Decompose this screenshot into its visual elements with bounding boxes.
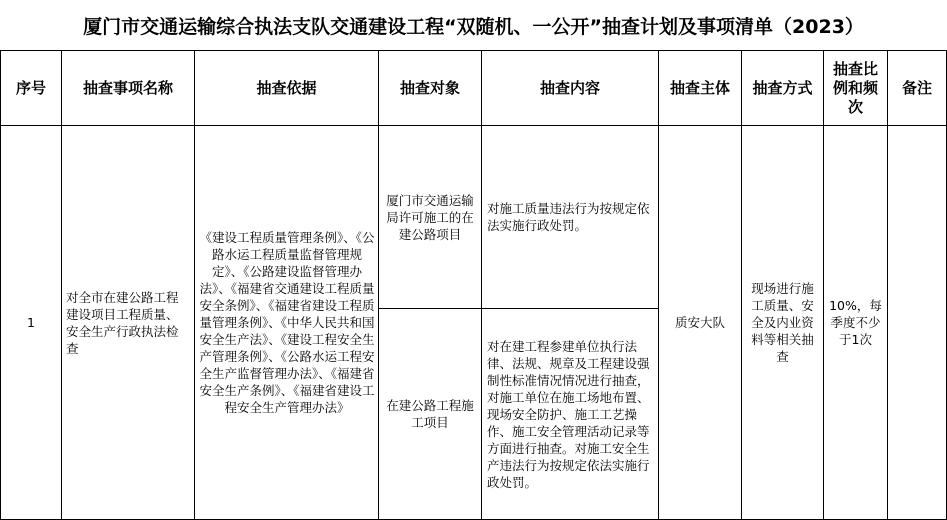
header-remark: 备注: [888, 51, 947, 126]
cell-content-2: 对在建工程参建单位执行法律、法规、规章及工程建设强制性标准情况情况进行抽查，对施工单位在施工场地布置、现场安全防护、施工工艺操作、施工安全管理活动记录等方面进行抽查。对施工安全生产违法行为按规定依法实施行政处罚。: [482, 309, 659, 520]
header-method: 抽查方式: [742, 51, 824, 126]
cell-ratio: 10%，每季度不少于1次: [824, 126, 888, 520]
inspection-table: [0, 50, 947, 520]
cell-seq: 1: [1, 126, 62, 520]
header-basis: 抽查依据: [195, 51, 379, 126]
table-row: [1, 126, 947, 309]
header-object: 抽查对象: [379, 51, 482, 126]
cell-item: 对全市在建公路工程建设项目工程质量、安全生产行政执法检查: [62, 126, 195, 520]
cell-remark: [888, 126, 947, 520]
cell-content-1: 对施工质量违法行为按规定依法实施行政处罚。: [482, 126, 659, 309]
cell-object-2: 在建公路工程施工项目: [379, 309, 482, 520]
header-row: [1, 51, 947, 126]
cell-object-1: 厦门市交通运输局许可施工的在建公路项目: [379, 126, 482, 309]
cell-subject: 质安大队: [659, 126, 742, 520]
cell-method: 现场进行施工质量、安全及内业资料等相关抽查: [742, 126, 824, 520]
header-item: 抽查事项名称: [62, 51, 195, 126]
header-content: 抽查内容: [482, 51, 659, 126]
cell-basis: 《建设工程质量管理条例》、《公路水运工程质量监督管理规定》、《公路建设监督管理办法》、《福建省交通建设工程质量安全条例》、《福建省建设工程质量管理条例》、《中华人民共和国安全生产法》、《建设工程安全生产管理条例》、《公路水运工程安全生产监督管理办法》、《福建省安全生产条例》、《福建省建设工程安全生产管理办法》: [195, 126, 379, 520]
document-title: 厦门市交通运输综合执法支队交通建设工程“双随机、一公开”抽查计划及事项清单（2023）: [83, 15, 864, 38]
header-seq: 序号: [1, 51, 62, 126]
header-ratio: 抽查比例和频次: [824, 51, 888, 126]
header-subject: 抽查主体: [659, 51, 742, 126]
